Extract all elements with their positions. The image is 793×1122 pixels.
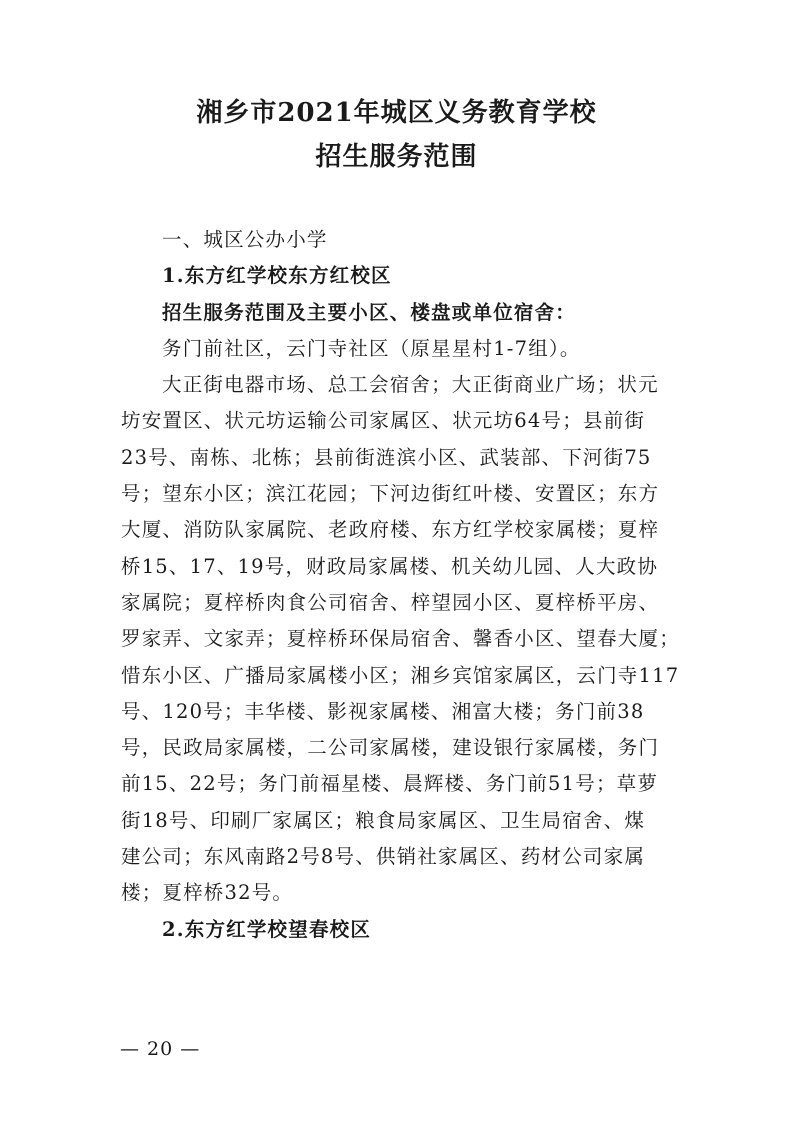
school-1-heading: 1.东方红学校东方红校区 <box>162 264 392 288</box>
paragraph-line: 23号、南栋、北栋；县前街涟滨小区、武装部、下河街75 <box>121 445 652 469</box>
enrollment-scope-label: 招生服务范围及主要小区、楼盘或单位宿舍： <box>162 300 577 324</box>
paragraph-line: 楼；夏梓桥32号。 <box>121 881 294 905</box>
paragraph-line: 家属院；夏梓桥肉食公司宿舍、梓望园小区、夏梓桥平房、 <box>121 590 660 614</box>
school-1-scope-paragraph <box>121 367 681 911</box>
section-heading: 一、城区公办小学 <box>162 228 328 251</box>
page-number: — 20 — <box>120 1038 201 1060</box>
paragraph-line: 号；望东小区；滨江花园；下河边街红叶楼、安置区；东方 <box>121 482 660 506</box>
school-1-communities: 务门前社区，云门寺社区（原星星村1-7组）。 <box>162 336 581 360</box>
paragraph-line: 街18号、印刷厂家属区；粮食局家属区、卫生局宿舍、煤 <box>121 808 646 832</box>
paragraph-line: 坊安置区、状元坊运输公司家属区、状元坊64号；县前街 <box>121 409 646 433</box>
paragraph-line: 大厦、消防队家属院、老政府楼、东方红学校家属楼；夏梓 <box>121 518 660 542</box>
paragraph-line: 号、120号；丰华楼、影视家属楼、湘富大楼；务门前38 <box>121 699 645 723</box>
paragraph-line: 罗家弄、文家弄；夏梓桥环保局宿舍、馨香小区、望春大厦； <box>121 627 680 651</box>
paragraph-line: 惜东小区、广播局家属楼小区；湘乡宾馆家属区，云门寺117 <box>121 663 680 687</box>
document-title-line-1: 湘乡市2021年城区义务教育学校 <box>196 98 597 128</box>
paragraph-line: 桥15、17、19号，财政局家属楼、机关幼儿园、人大政协 <box>121 554 659 578</box>
paragraph-line: 建公司；东风南路2号8号、供销社家属区、药材公司家属 <box>121 845 646 869</box>
school-2-heading: 2.东方红学校望春校区 <box>162 917 372 941</box>
paragraph-line: 号，民政局家属楼，二公司家属楼，建设银行家属楼，务门 <box>121 736 660 760</box>
document-title-line-2: 招生服务范围 <box>315 142 478 172</box>
document-body <box>121 222 681 948</box>
paragraph-line: 大正街电器市场、总工会宿舍；大正街商业广场；状元 <box>162 373 659 397</box>
paragraph-line: 前15、22号；务门前福星楼、晨辉楼、务门前51号；草萝 <box>121 772 659 796</box>
